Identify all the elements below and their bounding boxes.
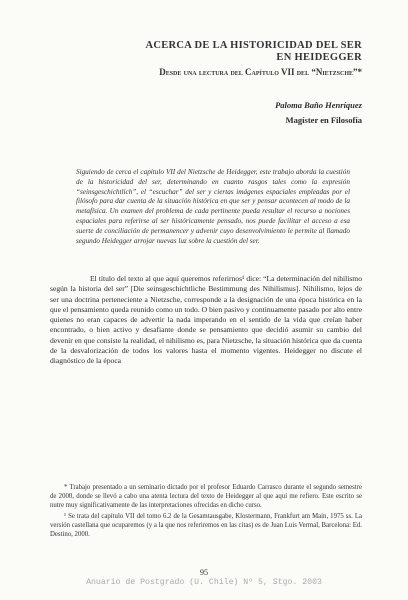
- body-paragraph: El título del texto al que aquí queremos referirnos¹ dice: “La determinación del nihilismo según la historia del ser” [Die seinsgeschichtliche Bestimmung des Nihilismus]. Nihilismo, lejos de ser una doctrina perteneciente a Nietzsche, corresponde a la designación de una época histórica en la que el pensamiento queda reunido como un todo. O bien pasivo y continuamente pasado por alto entre quienes no eran capaces de advertir la nada imperando en el sentido de la vida que creían haber encontrado, o bien activo y desafiante donde se pensamiento que decidió asumir su cambio del devenir en que consiste la realidad, el nihilismo es, para Nietzsche, la situación histórica que da cuenta de la desvalorización de todos los valores hasta el momento vigentes. Heidegger no discute el diagnóstico de la época: [50, 274, 362, 366]
- footnote-star: * Trabajo presentado a un seminario dictado por el profesor Eduardo Carrasco durante el segundo semestre de 2000, donde se llevó a cabo una atenta lectura del texto de Heidegger al que aquí me refiero. Este escrito se nutre muy significativamente de las interpretaciones ofrecidas en dicho curso.: [50, 484, 362, 509]
- page-number: 95: [200, 568, 208, 577]
- author-name: Paloma Baño Henríquez: [275, 100, 362, 110]
- body-text: [50, 274, 362, 367]
- abstract: Siguiendo de cerca el capítulo VII del Nietzsche de Heidegger, este trabajo aborda la cuestión de la historicidad del ser, determinando en cuanto rasgos tales como la expresión “seinsgeschichtlich”, el “escuchar” del ser y ciertas imágenes espaciales empleadas por el filósofo para dar cuenta de la situación histórica en que ser y pensar acontecen al modo de la metafísica. Un examen del problema de cada pertinente pueda resultar el recurso a nociones espaciales para referirse al ser históricamente pensado, nos puede facilitar el acceso a esa suerte de conciliación de permanencer y advenir cuyo desenvolvimiento le permite al llamado segundo Heidegger arrojar nuevas luz sobre la cuestión del ser.: [76, 168, 350, 245]
- footnotes: [50, 484, 362, 541]
- title-block: [60, 40, 362, 77]
- author-degree: Magíster en Filosofía: [285, 115, 362, 125]
- footnote-1: ¹ Se trata del capítulo VII del tomo 6.2 de la Gesamtausgabe, Klostermann, Frankfurt am Main, 1975 ss. La versión castellana que ocuparemos (y a la que nos referiremos en las citas) es de Juan Luis Vermal, Barcelona: Ed. Destino, 2000.: [50, 512, 362, 538]
- author-block: [275, 98, 362, 128]
- running-footer: Anuario de Postgrado (U. Chile) Nº 5, Stgo. 2003: [86, 578, 322, 587]
- article-subtitle: Desde una lectura del Capítulo VII del “Nietzsche”*: [159, 67, 362, 77]
- article-title-line-1: ACERCA DE LA HISTORICIDAD DEL SER: [145, 40, 362, 51]
- article-title-line-2: EN HEIDEGGER: [276, 52, 362, 63]
